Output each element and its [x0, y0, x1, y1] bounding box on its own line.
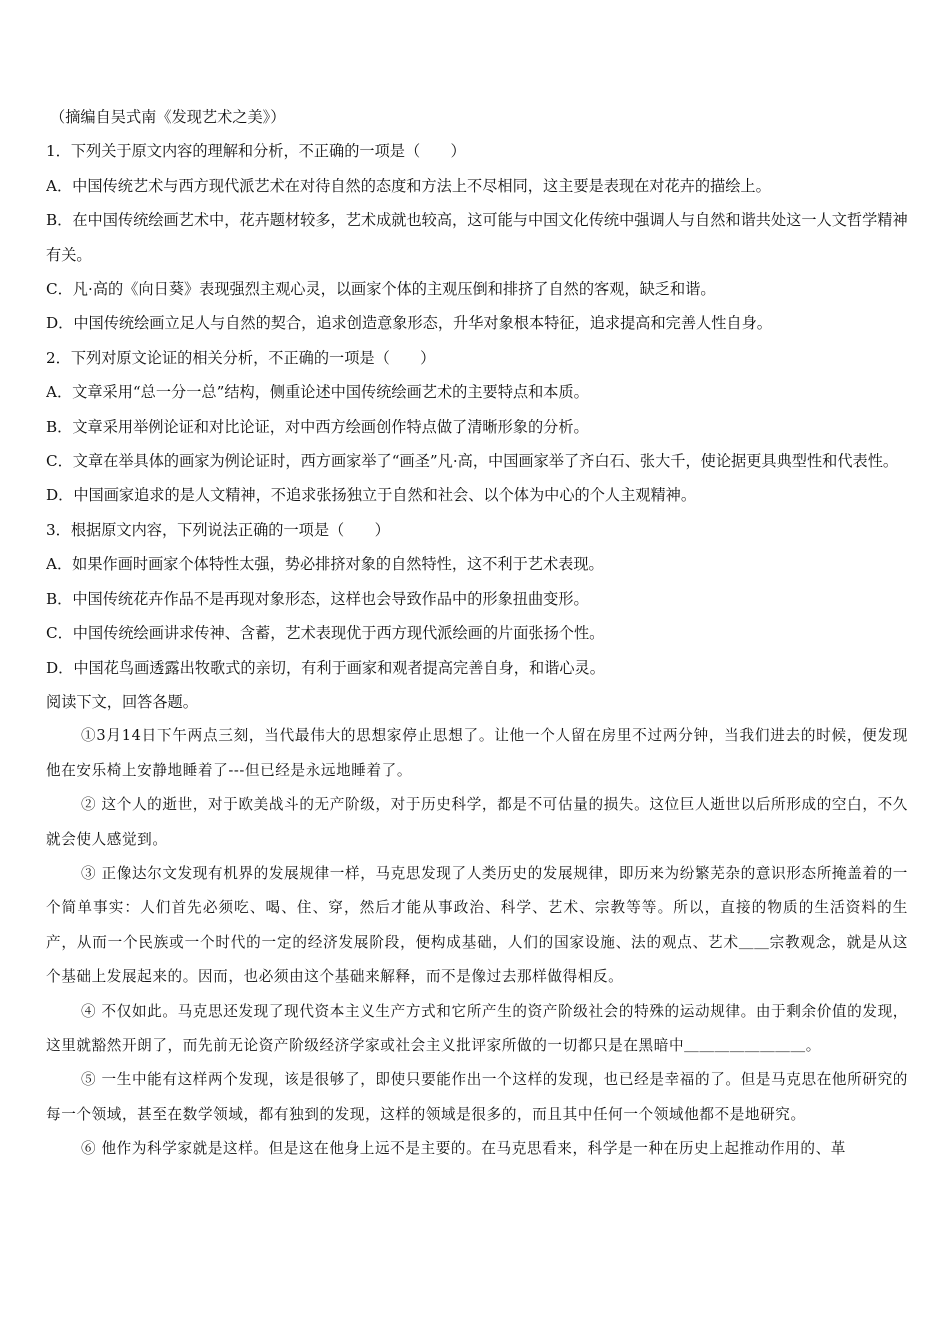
question-2-option-d: D．中国画家追求的是人文精神，不追求张扬独立于自然和社会、以个体为中心的个人主观精神。: [46, 486, 697, 505]
passage-paragraph-2: ② 这个人的逝世，对于欧美战斗的无产阶级，对于历史科学，都是不可估量的损失。这位巨人逝世以后所形成的空白，不久就会使人感觉到。: [46, 796, 908, 848]
question-1-option-c: C．凡·高的《向日葵》表现强烈主观心灵，以画家个体的主观压倒和排挤了自然的客观，缺乏和谐。: [46, 280, 716, 299]
question-1-option-a: A．中国传统艺术与西方现代派艺术在对待自然的态度和方法上不尽相同，这主要是表现在对花卉的描绘上。: [46, 176, 771, 195]
passage-paragraph-1: ①3月14日下午两点三刻，当代最伟大的思想家停止思想了。让他一个人留在房里不过两分钟，当我们进去的时候，便发现他在安乐椅上安静地睡着了---但已经是永远地睡着了。: [46, 727, 908, 779]
question-3-option-d: D．中国花鸟画透露出牧歌式的亲切，有利于画家和观者提高完善自身，和谐心灵。: [46, 658, 605, 677]
passage-paragraph-3: ③ 正像达尔文发现有机界的发展规律一样，马克思发现了人类历史的发展规律，即历来为纷繁芜杂的意识形态所掩盖着的一个简单事实：人们首先必须吃、喝、住、穿，然后才能从事政治、科学、艺术、宗教等等。所以，直接的物质的生活资料的生产，从而一个民族或一个时代的一定的经济发展阶段，便构成基础，人们的国家设施、法的观点、艺术＿＿宗教观念，就是从这个基础上发展起来的。因而，也必须由这个基础来解释，而不是像过去那样做得相反。: [46, 864, 908, 986]
source-citation: （摘编自吴式南《发现艺术之美》）: [50, 108, 286, 126]
question-2-option-a: A．文章采用“总一分一总”结构，侧重论述中国传统绘画艺术的主要特点和本质。: [46, 383, 589, 402]
question-3-option-c: C．中国传统绘画讲求传神、含蓄，艺术表现优于西方现代派绘画的片面张扬个性。: [46, 624, 605, 643]
question-3-option-a: A．如果作画时画家个体特性太强，势必排挤对象的自然特性，这不利于艺术表现。: [46, 555, 604, 574]
question-3-stem: 3．根据原文内容，下列说法正确的一项是（ ）: [46, 520, 390, 539]
question-1-stem: 1．下列关于原文内容的理解和分析，不正确的一项是（ ）: [46, 142, 466, 161]
question-3-option-b: B．中国传统花卉作品不是再现对象形态，这样也会导致作品中的形象扭曲变形。: [46, 589, 589, 608]
question-2-option-b: B．文章采用举例论证和对比论证，对中西方绘画创作特点做了清晰形象的分析。: [46, 417, 589, 436]
document-page: [46, 100, 908, 1167]
question-2-stem: 2．下列对原文论证的相关分析，不正确的一项是（ ）: [46, 348, 436, 367]
passage-paragraph-6: ⑥ 他作为科学家就是这样。但是这在他身上远不是主要的。在马克思看来，科学是一种在历史上起推动作用的、革: [81, 1140, 846, 1158]
question-1-option-b: B．在中国传统绘画艺术中，花卉题材较多，艺术成就也较高，这可能与中国文化传统中强调人与自然和谐共处这一人文哲学精神有关。: [46, 211, 908, 264]
question-2-option-c: C．文章在举具体的画家为例论证时，西方画家举了“画圣”凡·高，中国画家举了齐白石、张大千，使论据更具典型性和代表性。: [46, 452, 899, 471]
question-1-option-d: D．中国传统绘画立足人与自然的契合，追求创造意象形态，升华对象根本特征，追求提高和完善人性自身。: [46, 314, 772, 333]
reading-instruction: 阅读下文，回答各题。: [46, 692, 198, 711]
passage-paragraph-5: ⑤ 一生中能有这样两个发现，该是很够了，即使只要能作出一个这样的发现，也已经是幸福的了。但是马克思在他所研究的每一个领域，甚至在数学领域，都有独到的发现，这样的领域是很多的，而且其中任何一个领域他都不是地研究。: [46, 1071, 908, 1123]
passage-paragraph-4: ④ 不仅如此。马克思还发现了现代资本主义生产方式和它所产生的资产阶级社会的特殊的运动规律。由于剩余价值的发现，这里就豁然开朗了，而先前无论资产阶级经济学家或社会主义批评家所做的一切都只是在黑暗中＿＿＿＿＿＿＿＿。: [46, 1002, 908, 1054]
